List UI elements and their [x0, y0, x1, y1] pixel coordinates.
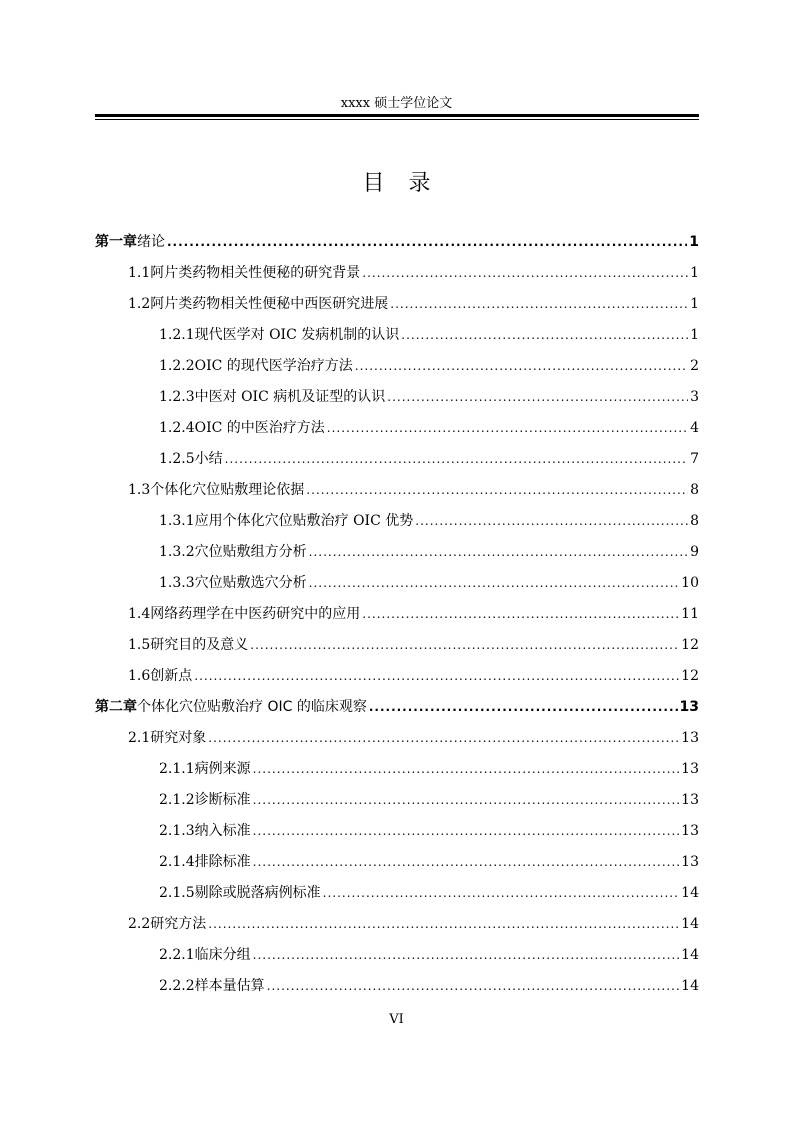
toc-entry-number: 2.1.4: [159, 854, 195, 870]
toc-entry[interactable]: [95, 289, 699, 320]
toc-leader-dots: [208, 723, 679, 754]
toc-entry-number: 第一章: [95, 234, 137, 250]
toc-entry-page: 12: [681, 668, 699, 684]
toc-leader-dots: [309, 568, 680, 599]
toc-leader-dots: [327, 413, 688, 444]
toc-entry-title: 个体化穴位贴敷治疗 OIC 的临床观察: [137, 699, 367, 715]
toc-entry[interactable]: [95, 723, 699, 754]
toc-leader-dots: [362, 599, 679, 630]
toc-entry-page: 7: [690, 451, 699, 467]
toc-entry-title: 阿片类药物相关性便秘的研究背景: [150, 265, 361, 281]
toc-entry[interactable]: [95, 816, 699, 847]
toc-entry-title: 网络药理学在中医药研究中的应用: [150, 606, 361, 622]
toc-entry-number: 1.3.1: [159, 513, 195, 529]
toc-entry[interactable]: [95, 537, 699, 568]
toc-entry-page: 14: [681, 947, 699, 963]
toc-entry-title: 绪论: [137, 234, 165, 250]
toc-entry-page: 13: [681, 792, 699, 808]
toc-entry-title: 小结: [194, 451, 223, 467]
toc-entry-title: 穴位贴敷选穴分析: [194, 575, 307, 591]
toc-entry[interactable]: [95, 351, 699, 382]
toc-entry-title: 样本量估算: [194, 978, 265, 994]
toc-entry-title: 创新点: [150, 668, 193, 684]
toc-entry-number: 2.2: [128, 916, 151, 932]
running-header: xxxx 硕士学位论文: [340, 96, 453, 111]
toc-entry-number: 2.1: [128, 730, 151, 746]
toc-entry-page: 13: [679, 699, 699, 715]
toc-leader-dots: [309, 537, 688, 568]
toc-entry[interactable]: [95, 692, 699, 723]
toc-entry-page: 14: [681, 916, 699, 932]
toc-title: [0, 170, 793, 198]
toc-leader-dots: [250, 630, 679, 661]
toc-entry-page: 13: [681, 854, 699, 870]
toc-title-second-char: 录: [408, 171, 431, 196]
toc-entry[interactable]: [95, 661, 699, 692]
toc-entry-number: 2.2.2: [159, 978, 195, 994]
toc-entry-number: 第二章: [95, 699, 137, 715]
toc-entry-page: 12: [681, 637, 699, 653]
toc-leader-dots: [387, 382, 688, 413]
toc-entry-page: 2: [690, 358, 699, 374]
toc-entry[interactable]: [95, 568, 699, 599]
toc-entry-page: 8: [690, 513, 699, 529]
toc-entry-page: 10: [681, 575, 699, 591]
toc-entry[interactable]: [95, 413, 699, 444]
toc-entry-number: 2.1.2: [159, 792, 195, 808]
toc-entry-number: 1.3.2: [159, 544, 195, 560]
header-rule-thin: [95, 119, 699, 120]
toc-leader-dots: [253, 940, 680, 971]
toc-entry-title: 排除标准: [194, 854, 251, 870]
toc-entry-title: 阿片类药物相关性便秘中西医研究进展: [150, 296, 389, 312]
table-of-contents: [95, 227, 699, 1002]
toc-entry-title: 剔除或脱落病例标准: [194, 885, 321, 901]
toc-entry-page: 13: [681, 730, 699, 746]
toc-entry-title: 应用个体化穴位贴敷治疗 OIC 优势: [194, 513, 414, 529]
toc-entry-page: 14: [681, 885, 699, 901]
toc-entry-number: 1.4: [128, 606, 151, 622]
toc-leader-dots: [401, 320, 688, 351]
toc-entry[interactable]: [95, 382, 699, 413]
toc-entry-page: 1: [690, 296, 699, 312]
toc-leader-dots: [415, 506, 688, 537]
toc-entry[interactable]: [95, 258, 699, 289]
toc-entry-page: 14: [681, 978, 699, 994]
toc-entry-title: 穴位贴敷组方分析: [194, 544, 307, 560]
toc-entry-number: 1.2.5: [159, 451, 195, 467]
toc-entry[interactable]: [95, 630, 699, 661]
page-number: VI: [389, 1012, 404, 1027]
toc-entry-number: 1.2.1: [159, 327, 195, 343]
toc-leader-dots: [362, 258, 688, 289]
toc-entry-title: 中医对 OIC 病机及证型的认识: [194, 389, 386, 405]
toc-entry-number: 1.2.4: [159, 420, 195, 436]
toc-leader-dots: [167, 227, 687, 258]
toc-entry-page: 8: [690, 482, 699, 498]
toc-leader-dots: [369, 692, 678, 723]
toc-entry[interactable]: [95, 227, 699, 258]
toc-leader-dots: [253, 847, 680, 878]
toc-entry-page: 13: [681, 761, 699, 777]
toc-entry[interactable]: [95, 785, 699, 816]
toc-leader-dots: [323, 878, 680, 909]
toc-leader-dots: [355, 351, 688, 382]
toc-entry-title: OIC 的中医治疗方法: [194, 420, 325, 436]
toc-entry-number: 1.6: [128, 668, 151, 684]
header-rule-thick: [95, 114, 699, 117]
toc-entry-page: 3: [690, 389, 699, 405]
toc-entry-title: OIC 的现代医学治疗方法: [194, 358, 353, 374]
toc-leader-dots: [267, 971, 680, 1002]
toc-entry-number: 1.5: [128, 637, 151, 653]
toc-entry-number: 2.1.5: [159, 885, 195, 901]
toc-entry-page: 1: [689, 234, 699, 250]
toc-entry-title: 研究对象: [150, 730, 207, 746]
toc-entry-number: 2.1.1: [159, 761, 195, 777]
toc-entry-number: 1.2.3: [159, 389, 195, 405]
toc-entry-title: 纳入标准: [194, 823, 251, 839]
toc-entry[interactable]: [95, 444, 699, 475]
toc-entry-title: 研究方法: [150, 916, 207, 932]
toc-leader-dots: [253, 816, 680, 847]
toc-entry-page: 1: [690, 327, 699, 343]
toc-entry[interactable]: [95, 909, 699, 940]
toc-entry-number: 1.1: [128, 265, 151, 281]
toc-entry-number: 1.3: [128, 482, 151, 498]
toc-leader-dots: [253, 785, 680, 816]
toc-entry-title: 病例来源: [194, 761, 251, 777]
toc-entry-page: 13: [681, 823, 699, 839]
toc-entry[interactable]: [95, 847, 699, 878]
toc-entry[interactable]: [95, 506, 699, 537]
toc-entry[interactable]: [95, 878, 699, 909]
toc-entry-number: 1.3.3: [159, 575, 195, 591]
toc-entry-title: 现代医学对 OIC 发病机制的认识: [194, 327, 400, 343]
toc-title-first-char: 目: [362, 171, 385, 196]
toc-entry[interactable]: [95, 940, 699, 971]
toc-entry-page: 11: [681, 606, 699, 622]
toc-entry-title: 临床分组: [194, 947, 251, 963]
toc-entry-title: 研究目的及意义: [150, 637, 249, 653]
toc-entry[interactable]: [95, 599, 699, 630]
toc-entry-number: 2.2.1: [159, 947, 195, 963]
toc-entry[interactable]: [95, 475, 699, 506]
toc-entry[interactable]: [95, 971, 699, 1002]
toc-entry-page: 9: [690, 544, 699, 560]
toc-entry-title: 个体化穴位贴敷理论依据: [150, 482, 305, 498]
toc-leader-dots: [208, 909, 679, 940]
toc-leader-dots: [253, 754, 680, 785]
toc-entry-page: 1: [690, 265, 699, 281]
toc-leader-dots: [306, 475, 688, 506]
toc-entry-number: 1.2: [128, 296, 151, 312]
toc-entry-number: 1.2.2: [159, 358, 195, 374]
toc-entry[interactable]: [95, 754, 699, 785]
toc-entry-page: 4: [690, 420, 699, 436]
toc-leader-dots: [225, 444, 688, 475]
toc-leader-dots: [390, 289, 688, 320]
toc-entry[interactable]: [95, 320, 699, 351]
toc-leader-dots: [194, 661, 679, 692]
toc-entry-title: 诊断标准: [194, 792, 251, 808]
toc-entry-number: 2.1.3: [159, 823, 195, 839]
